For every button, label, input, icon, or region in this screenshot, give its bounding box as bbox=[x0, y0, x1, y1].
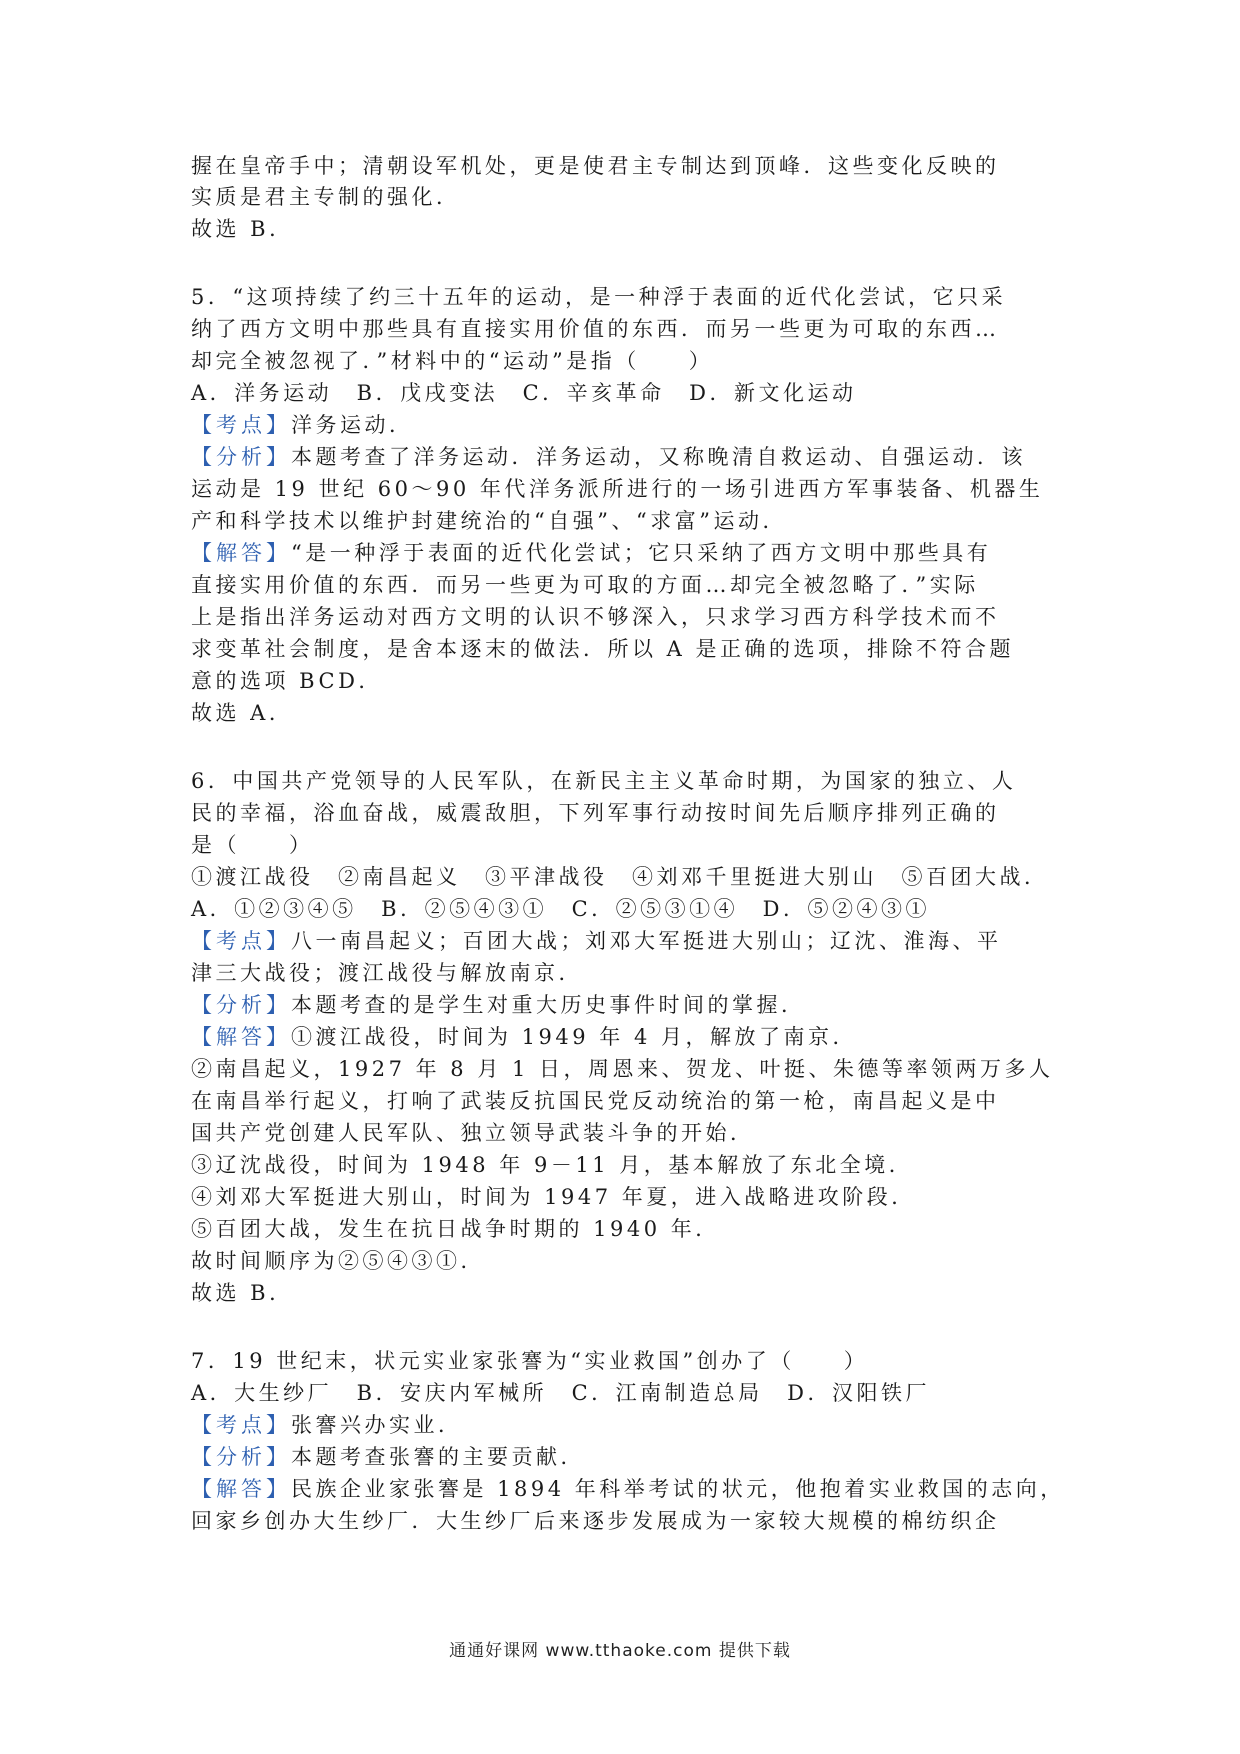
text-line bbox=[191, 1505, 1000, 1537]
line-text: 上是指出洋务运动对西方文明的认识不够深入，只求学习西方科学技术而不 bbox=[191, 605, 1000, 629]
line-text: 在南昌举行起义，打响了武装反抗国民党反动统治的第一枪，南昌起义是中 bbox=[191, 1089, 1000, 1113]
section-tag: 【分析】 bbox=[191, 445, 291, 469]
line-text: 5．“这项持续了约三十五年的运动，是一种浮于表面的近代化尝试，它只采 bbox=[191, 285, 1007, 309]
section-tag: 【考点】 bbox=[191, 413, 291, 437]
text-line bbox=[191, 441, 1026, 473]
line-text: 故选 A． bbox=[191, 701, 294, 725]
text-line bbox=[191, 697, 293, 729]
line-text: “是一种浮于表面的近代化尝试；它只采纳了西方文明中那些具有 bbox=[291, 541, 992, 565]
text-line bbox=[191, 1117, 755, 1149]
line-text: 本题考查张謇的主要贡献． bbox=[291, 1445, 585, 1469]
line-text: 八一南昌起义；百团大战；刘邓大军挺进大别山；辽沈、淮海、平 bbox=[291, 929, 1002, 953]
line-text: 本题考查了洋务运动．洋务运动，又称晚清自救运动、自强运动．该 bbox=[291, 445, 1026, 469]
line-text: 直接实用价值的东西．而另一些更为可取的方面…却完全被忽略了．”实际 bbox=[191, 573, 979, 597]
line-text: 洋务运动． bbox=[291, 413, 414, 437]
text-line bbox=[191, 1345, 868, 1377]
text-line bbox=[191, 1277, 294, 1309]
line-text: 却完全被忽视了．”材料中的“运动”是指（ ） bbox=[191, 349, 714, 373]
text-line bbox=[191, 1149, 913, 1181]
line-text: 握在皇帝手中；清朝设军机处，更是使君主专制达到顶峰．这些变化反映的 bbox=[191, 154, 1000, 178]
line-text: 本题考查的是学生对重大历史事件时间的掌握． bbox=[291, 993, 806, 1017]
line-text: 故选 B． bbox=[191, 1281, 294, 1305]
text-line bbox=[191, 537, 991, 569]
line-text: 纳了西方文明中那些具有直接实用价值的东西．而另一些更为可取的东西… bbox=[191, 317, 1000, 341]
line-text: A．①②③④⑤ B．②⑤④③① C．②⑤③①④ D．⑤②④③① bbox=[191, 897, 930, 921]
section-tag: 【分析】 bbox=[191, 993, 291, 1017]
text-line bbox=[191, 1181, 916, 1213]
text-line bbox=[191, 1053, 1054, 1085]
line-text: 国共产党创建人民军队、独立领导武装斗争的开始． bbox=[191, 1121, 755, 1145]
line-text: 故时间顺序为②⑤④③①． bbox=[191, 1249, 485, 1273]
text-line bbox=[191, 213, 294, 245]
text-line bbox=[191, 989, 806, 1021]
text-line bbox=[191, 829, 314, 861]
line-text: ⑤百团大战，发生在抗日战争时期的 1940 年． bbox=[191, 1217, 720, 1241]
text-line bbox=[191, 1409, 463, 1441]
line-text: ②南昌起义，1927 年 8 月 1 日，周恩来、贺龙、叶挺、朱德等率领两万多人 bbox=[191, 1057, 1054, 1081]
text-line bbox=[191, 925, 1002, 957]
section-tag: 【解答】 bbox=[191, 541, 291, 565]
text-line bbox=[191, 665, 383, 697]
line-text: 民的幸福，浴血奋战，威震敌胆，下列军事行动按时间先后顺序排列正确的 bbox=[191, 801, 1000, 825]
line-text: 实质是君主专制的强化． bbox=[191, 185, 461, 209]
text-line bbox=[191, 1021, 857, 1053]
text-line bbox=[191, 1085, 1000, 1117]
line-text: ①渡江战役，时间为 1949 年 4 月，解放了南京． bbox=[291, 1025, 858, 1049]
section-tag: 【解答】 bbox=[191, 1025, 291, 1049]
line-text: ④刘邓大军挺进大别山，时间为 1947 年夏，进入战略进攻阶段． bbox=[191, 1185, 916, 1209]
text-line bbox=[191, 345, 713, 377]
text-line bbox=[191, 150, 1000, 182]
text-line bbox=[191, 181, 461, 213]
line-text: 6．中国共产党领导的人民军队，在新民主主义革命时期，为国家的独立、人 bbox=[191, 769, 1017, 793]
text-line bbox=[191, 1377, 930, 1409]
text-line bbox=[191, 409, 414, 441]
text-line bbox=[191, 861, 1049, 893]
text-line bbox=[191, 765, 1016, 797]
text-line bbox=[191, 377, 857, 409]
line-text: 求变革社会制度，是舍本逐末的做法．所以 A 是正确的选项，排除不符合题 bbox=[191, 637, 1015, 661]
text-line bbox=[191, 601, 1000, 633]
line-text: 7．19 世纪末，状元实业家张謇为“实业救国”创办了（ ） bbox=[191, 1349, 869, 1373]
text-line bbox=[191, 797, 1000, 829]
line-text: 回家乡创办大生纱厂．大生纱厂后来逐步发展成为一家较大规模的棉纺织企 bbox=[191, 1509, 1000, 1533]
section-tag: 【考点】 bbox=[191, 929, 291, 953]
section-tag: 【考点】 bbox=[191, 1413, 291, 1437]
line-text: A．洋务运动 B．戊戌变法 C．辛亥革命 D．新文化运动 bbox=[191, 381, 857, 405]
text-line bbox=[191, 1473, 1065, 1505]
text-line bbox=[191, 633, 1014, 665]
line-text: 民族企业家张謇是 1894 年科举考试的状元，他抱着实业救国的志向， bbox=[291, 1477, 1065, 1501]
text-line bbox=[191, 893, 930, 925]
text-line bbox=[191, 1213, 720, 1245]
line-text: 运动是 19 世纪 60～90 年代洋务派所进行的一场引进西方军事装备、机器生 bbox=[191, 477, 1044, 501]
section-tag: 【解答】 bbox=[191, 1477, 291, 1501]
line-text: ①渡江战役 ②南昌起义 ③平津战役 ④刘邓千里挺进大别山 ⑤百团大战． bbox=[191, 865, 1049, 889]
page-footer: 通通好课网 www.tthaoke.com 提供下载 bbox=[449, 1641, 791, 1661]
section-tag: 【分析】 bbox=[191, 1445, 291, 1469]
line-text: 产和科学技术以维护封建统治的“自强”、“求富”运动． bbox=[191, 509, 787, 533]
text-line bbox=[191, 313, 1000, 345]
text-line bbox=[191, 281, 1006, 313]
text-line bbox=[191, 957, 583, 989]
line-text: ③辽沈战役，时间为 1948 年 9－11 月，基本解放了东北全境． bbox=[191, 1153, 914, 1177]
text-line bbox=[191, 473, 1043, 505]
line-text: 津三大战役；渡江战役与解放南京． bbox=[191, 961, 583, 985]
line-text: A．大生纱厂 B．安庆内军械所 C．江南制造总局 D．汉阳铁厂 bbox=[191, 1381, 930, 1405]
line-text: 张謇兴办实业． bbox=[291, 1413, 463, 1437]
text-line bbox=[191, 569, 979, 601]
line-text: 故选 B． bbox=[191, 217, 294, 241]
line-text: 是（ ） bbox=[191, 833, 314, 857]
line-text: 意的选项 BCD． bbox=[191, 669, 383, 693]
text-line bbox=[191, 1441, 585, 1473]
text-line bbox=[191, 1245, 485, 1277]
text-line bbox=[191, 505, 787, 537]
